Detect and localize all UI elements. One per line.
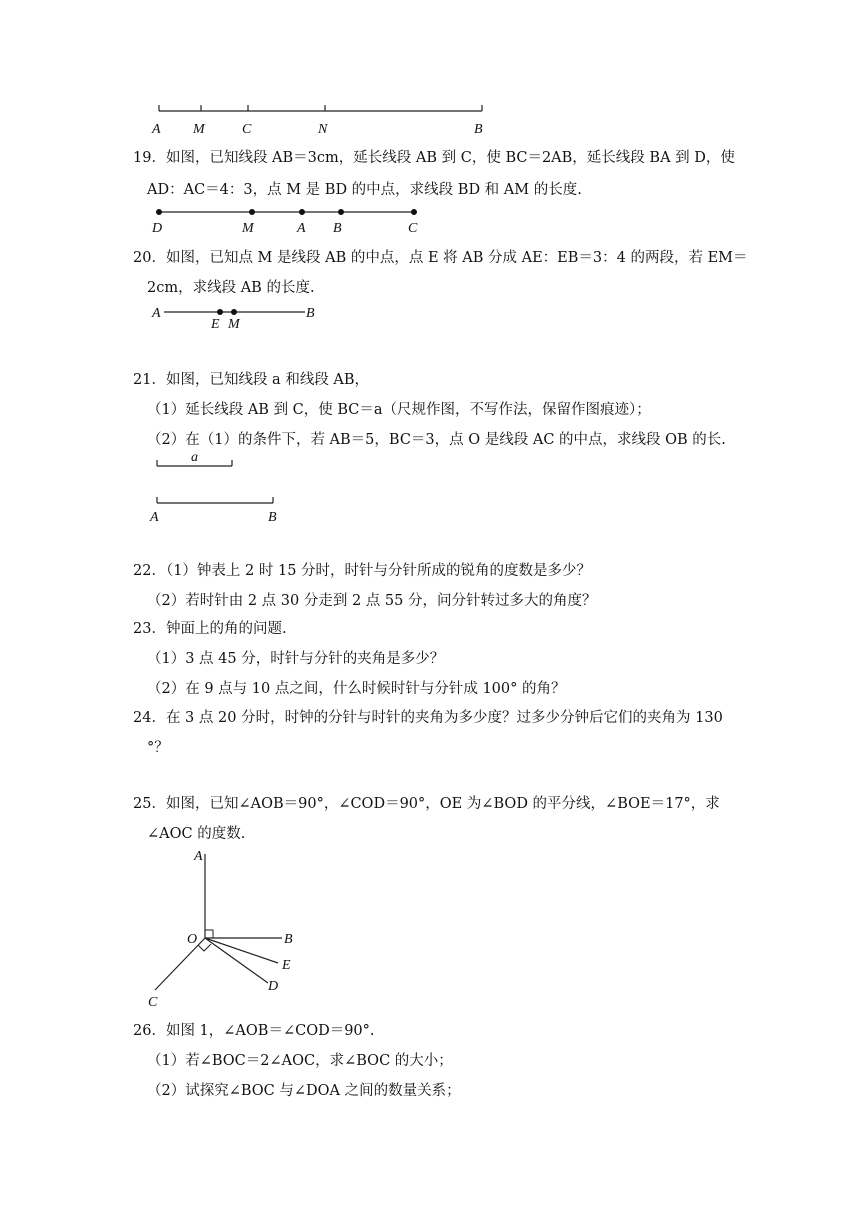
q20-text-line1: 20．如图，已知点 M 是线段 AB 的中点，点 E 将 AB 分成 AE：EB＝3：4 的两段，若 EM＝ [133, 250, 748, 266]
q22-sub2: （2）若时针由 2 点 30 分走到 2 点 55 分，问分针转过多大的角度？ [147, 593, 597, 609]
fig18-label-m: M [193, 122, 205, 137]
q24-text-line2: °？ [147, 740, 169, 756]
q26-text-line1: 26．如图 1，∠AOB＝∠COD＝90°. [133, 1023, 375, 1039]
q21-sub1: （1）延长线段 AB 到 C，使 BC＝a（尺规作图，不写作法，保留作图痕迹）； [147, 402, 651, 418]
fig25-label-o: O [187, 932, 198, 947]
fig21-label-a: A [150, 510, 159, 525]
figure-angles-aob-cod [0, 840, 860, 1020]
fig18-label-a: A [152, 122, 161, 137]
fig20-label-e: E [211, 317, 220, 332]
figure-segment-a-and-ab [0, 450, 860, 530]
q21-sub2: （2）在（1）的条件下，若 AB＝5，BC＝3，点 O 是线段 AC 的中点，求线段 OB 的长. [147, 432, 726, 448]
fig20-label-m: M [228, 317, 240, 332]
q23-sub2: （2）在 9 点与 10 点之间，什么时候时针与分针成 100° 的角？ [147, 681, 566, 697]
fig18-label-n: N [318, 122, 328, 137]
q20-text-line2: 2cm，求线段 AB 的长度. [147, 280, 315, 296]
q19-text-line2: AD：AC＝4：3，点 M 是 BD 的中点，求线段 BD 和 AM 的长度. [147, 182, 582, 198]
fig20-label-a: A [152, 306, 161, 321]
fig25-label-d: D [268, 979, 279, 994]
fig25-label-b: B [284, 932, 293, 947]
fig19-label-m: M [242, 221, 254, 236]
q25-text-line2: ∠AOC 的度数. [147, 826, 246, 842]
fig19-label-b: B [333, 221, 342, 236]
q25-text-line1: 25．如图，已知∠AOB＝90°，∠COD＝90°，OE 为∠BOD 的平分线，∠BOE＝17°，求 [133, 796, 720, 812]
figure-segment-dmabc [0, 200, 860, 240]
q22-text-line1: 22．（1）钟表上 2 时 15 分时，时针与分针所成的锐角的度数是多少？ [133, 563, 592, 579]
q26-sub2: （2）试探究∠BOC 与∠DOA 之间的数量关系； [147, 1083, 461, 1099]
fig25-label-c: C [148, 995, 158, 1010]
q26-sub1: （1）若∠BOC＝2∠AOC，求∠BOC 的大小； [147, 1053, 453, 1069]
fig20-label-b: B [306, 306, 315, 321]
q21-text-line1: 21．如图，已知线段 a 和线段 AB， [133, 372, 370, 388]
fig18-label-c: C [242, 122, 252, 137]
q19-text-line1: 19．如图，已知线段 AB＝3cm，延长线段 AB 到 C，使 BC＝2AB，延长线段 BA 到 D，使 [133, 150, 735, 166]
fig19-label-c: C [408, 221, 418, 236]
fig21-label-b: B [268, 510, 277, 525]
fig19-label-d: D [152, 221, 163, 236]
figure-segment-amcnb [0, 0, 860, 140]
q24-text-line1: 24．在 3 点 20 分时，时钟的分针与时针的夹角为多少度？过多少分钟后它们的夹角为 130 [133, 710, 723, 726]
fig19-label-a: A [297, 221, 306, 236]
fig21-label-a-small: a [191, 450, 198, 465]
fig25-label-a: A [194, 849, 203, 864]
fig25-label-e: E [282, 958, 291, 973]
q23-text-line1: 23．钟面上的角的问题. [133, 621, 287, 637]
fig18-label-b: B [474, 122, 483, 137]
figure-segment-aemb [0, 300, 860, 340]
q23-sub1: （1）3 点 45 分，时针与分针的夹角是多少？ [147, 651, 445, 667]
